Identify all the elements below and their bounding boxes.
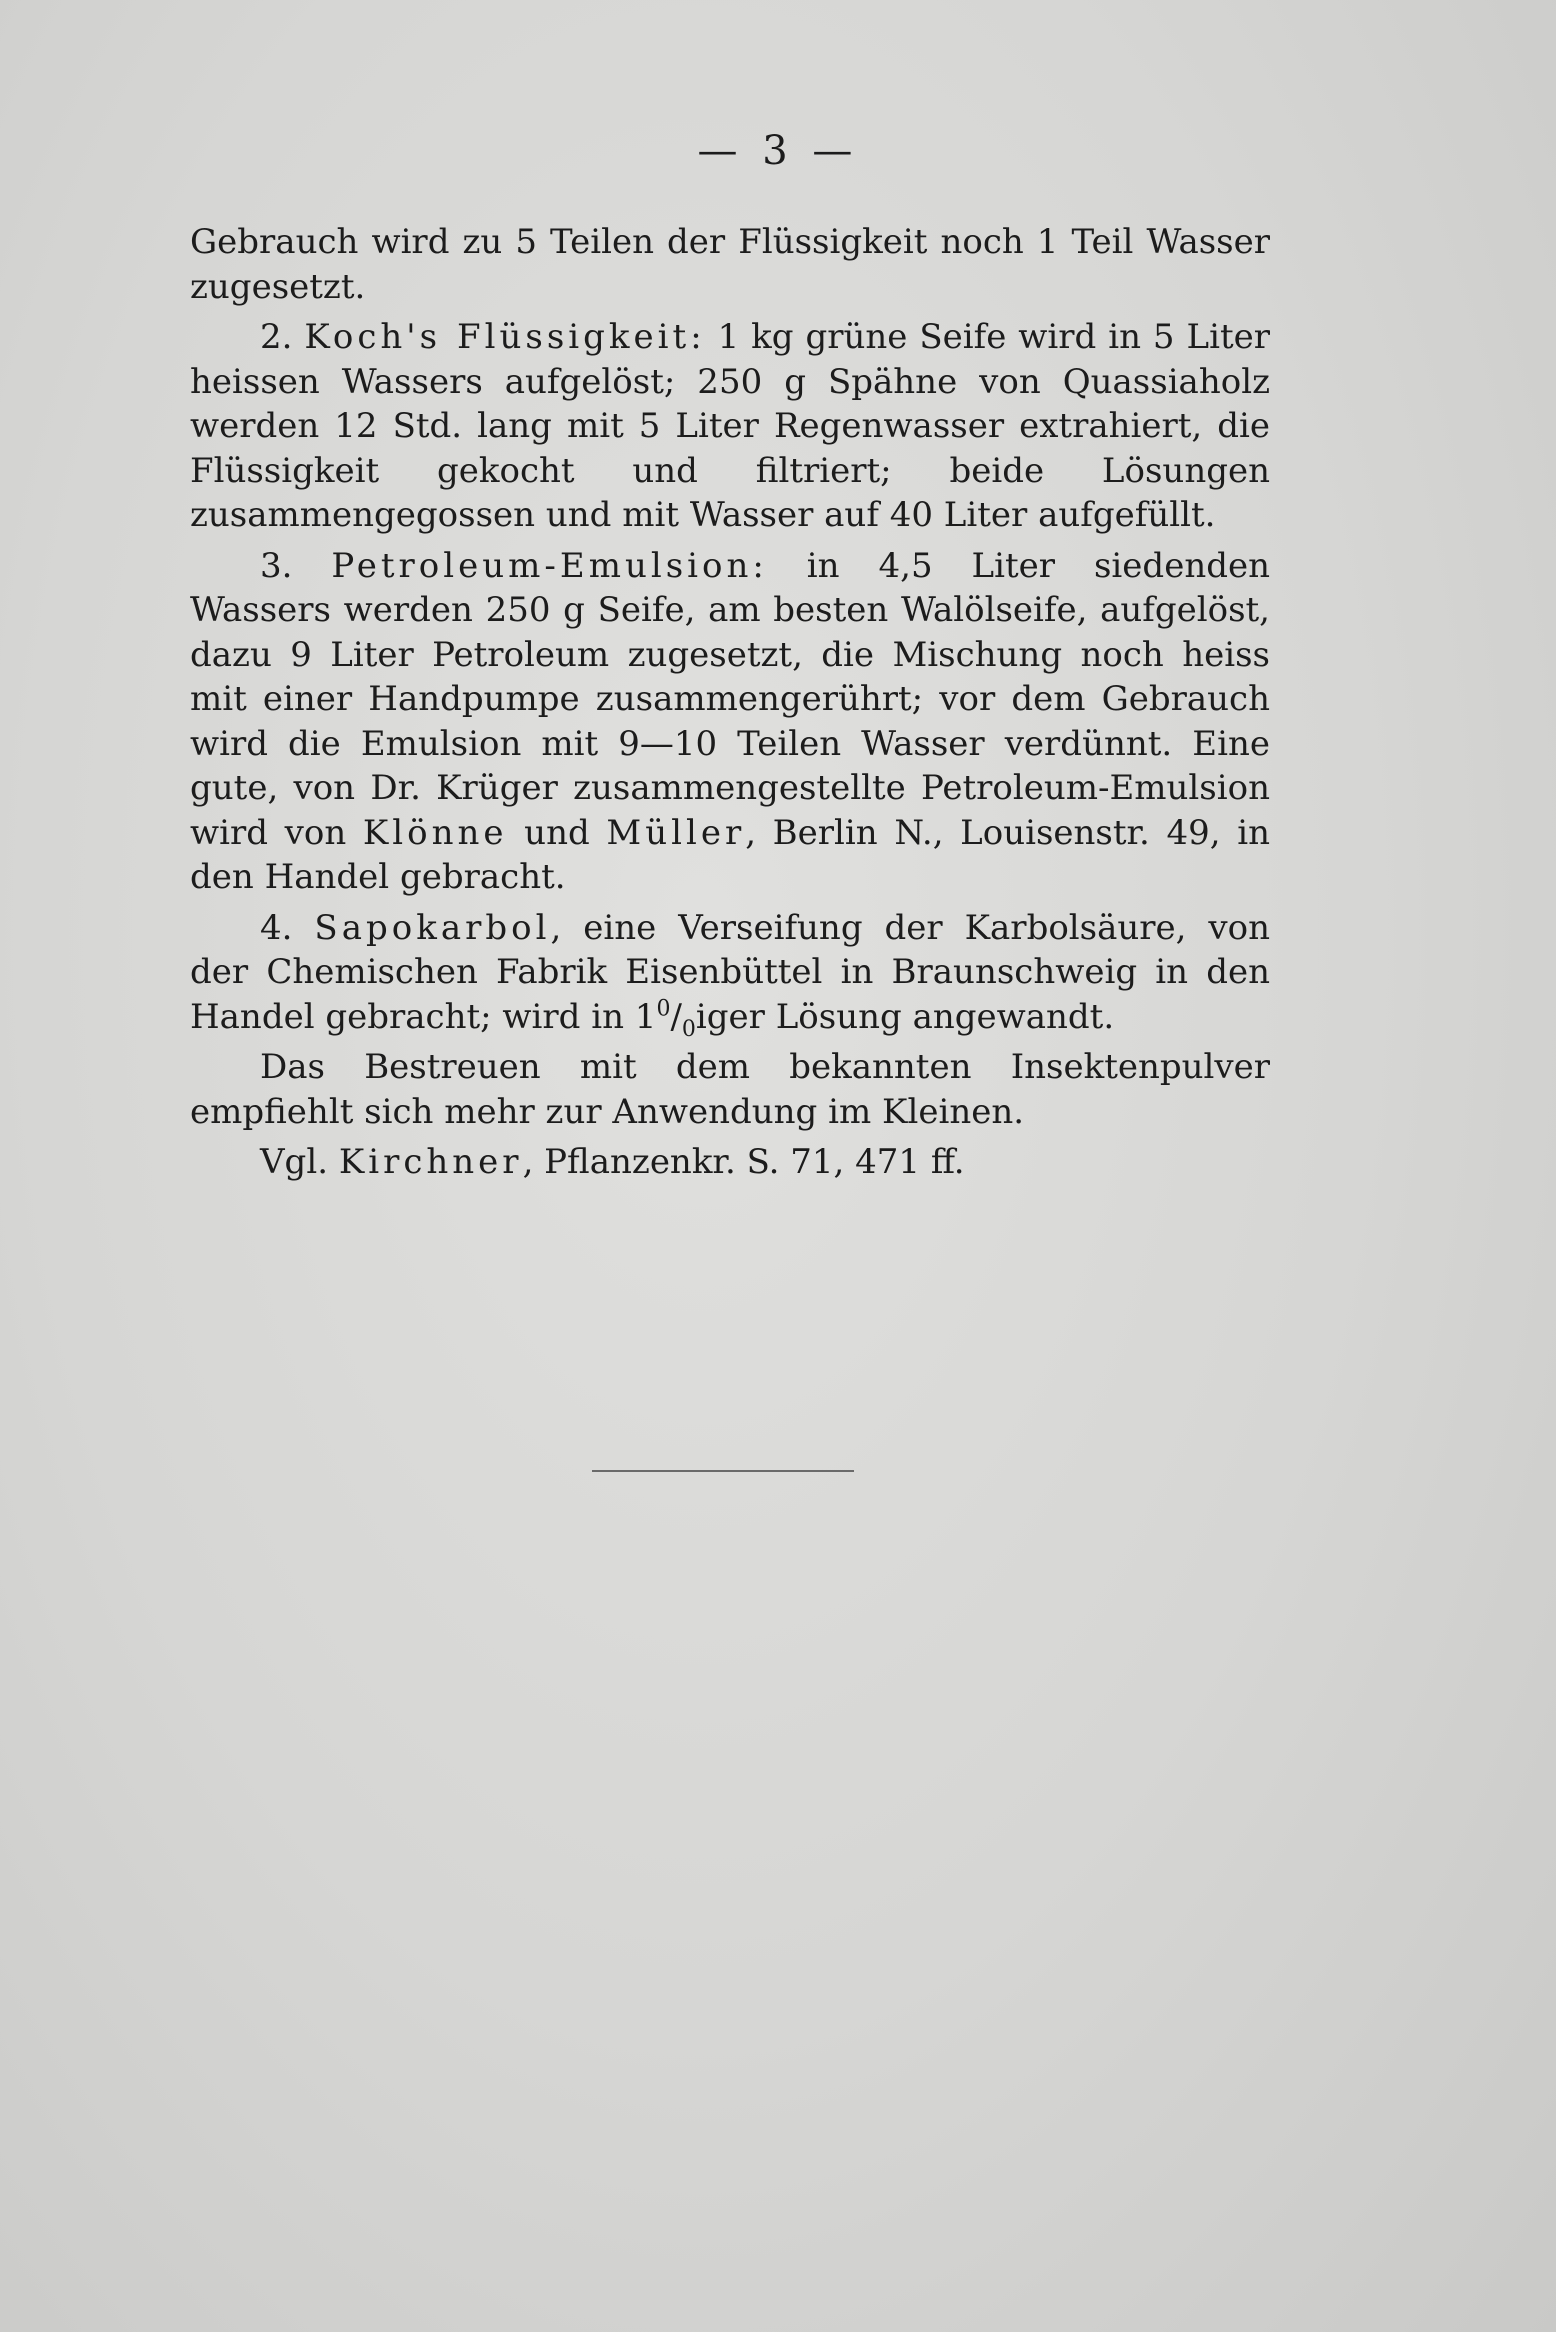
end-rule [592,1470,854,1472]
paragraph-3-text-a: in 4,5 Liter siedenden Wassers werden 250 g Seife, am besten Walölseife, aufgelöst, dazu 9 Liter Petroleum zugesetzt, die Mischung noch heiss mit einer Handpumpe zusammengerührt; vor dem Gebrauch wird die Emulsion mit 9—10 Teilen Wasser verdünnt. Eine gute, von Dr. Krüger zusammengestellte Petroleum-Emulsion wird von [190,545,1270,853]
page-number: — 3 — [697,128,859,174]
term-petroleum-emulsion: Petroleum-Emulsion: [331,545,768,586]
paragraph-2 [190,315,1270,538]
item-number-4: 4. [260,907,293,948]
name-kloenne: Klönne [362,812,508,853]
paragraph-3-and: und [507,812,607,853]
paragraph-4-text-b: iger Lösung angewandt. [695,996,1115,1037]
item-number-2: 2. [260,317,293,357]
item-number-3: 3. [260,545,293,586]
name-kirchner: Kirchner [338,1142,523,1182]
reference-text: , Pflanzenkr. S. 71, 471 ff. [522,1142,965,1182]
percent-sub: 0 [681,1016,696,1042]
term-kochs-fluessigkeit: Koch's Flüssigkeit: [304,317,706,357]
paragraph-5: Das Bestreuen mit dem bekannten Insektenpulver empfiehlt sich mehr zur Anwendung im Kleinen. [190,1047,1270,1132]
paragraph-3-text-b: , Berlin N., Louisenstr. 49, in den Handel gebracht. [190,812,1270,897]
paragraph-6 [190,1140,1270,1185]
body-text [190,220,1270,1191]
percent-sup: 0 [656,996,671,1022]
paragraph-3 [190,544,1270,900]
paragraph-4 [190,906,1270,1040]
name-mueller: Müller [606,812,746,853]
paragraph-4-text-a: , eine Verseifung der Karbolsäure, von der Chemischen Fabrik Eisenbüttel in Braunschweig in den Handel gebracht; wird in 1 [190,907,1271,1037]
term-sapokarbol: Sapokarbol [314,907,551,948]
reference-prefix: Vgl. [260,1142,339,1182]
paragraph-2-text: 1 kg grüne Seife wird in 5 Liter heissen Wassers aufgelöst; 250 g Spähne von Quassiaholz werden 12 Std. lang mit 5 Liter Regenwasser extrahiert, die Flüssigkeit gekocht und filtriert; beide Lösungen zusammengegossen und mit Wasser auf 40 Liter aufgefüllt. [190,317,1270,535]
paragraph-1: Gebrauch wird zu 5 Teilen der Flüssigkeit noch 1 Teil Wasser zugesetzt. [190,222,1270,307]
percent-slash: / [670,996,682,1037]
